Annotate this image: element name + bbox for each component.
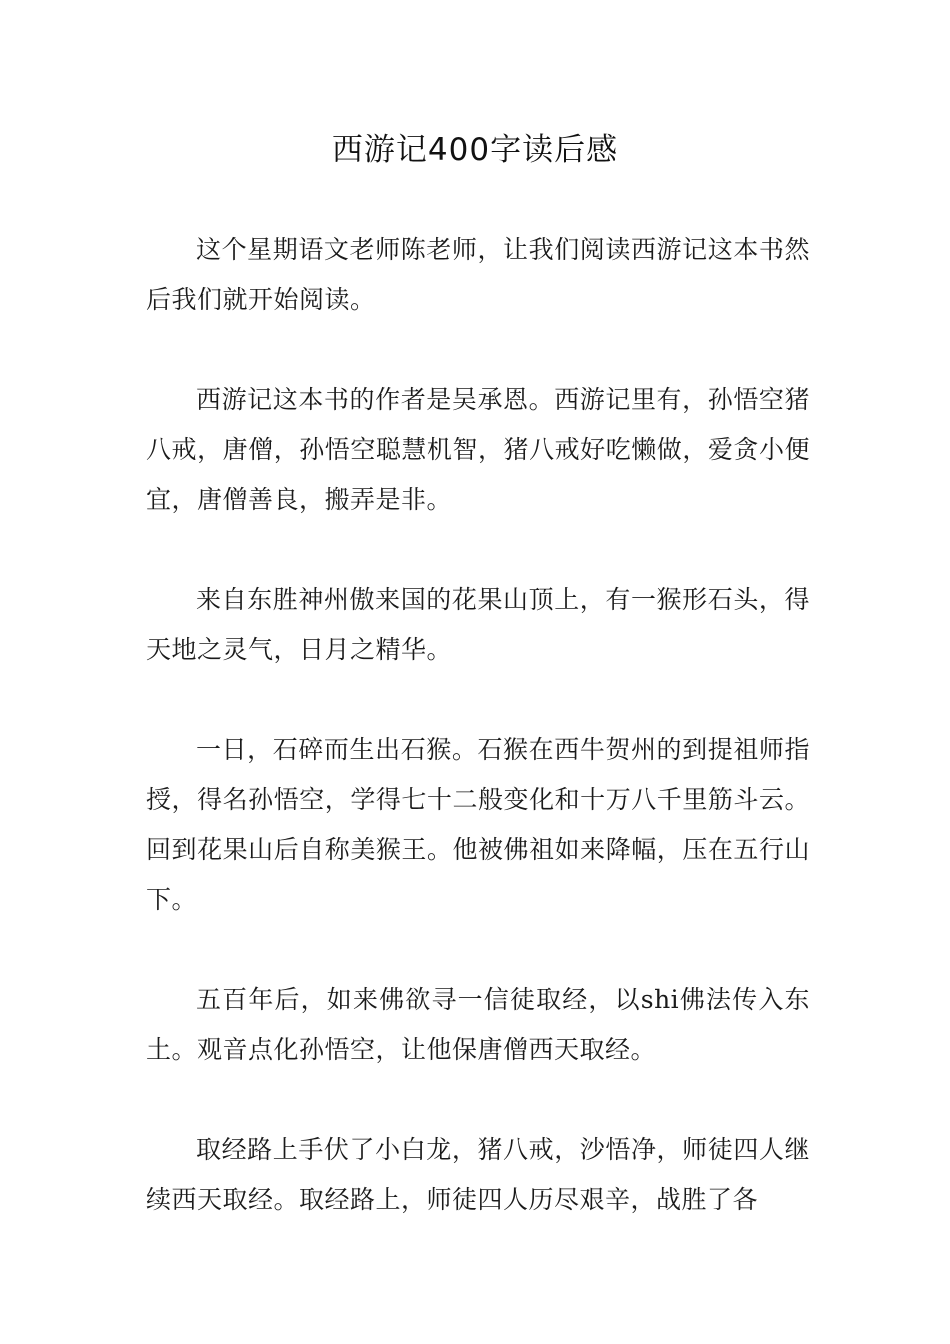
- document-title: 西游记400字读后感: [331, 132, 619, 168]
- paragraph: 西游记这本书的作者是吴承恩。西游记里有，孙悟空猪八戒，唐僧，孙悟空聪慧机智，猪八戒好吃懒做，爱贪小便宜，唐僧善良，搬弄是非。: [146, 385, 810, 514]
- paragraph: 这个星期语文老师陈老师，让我们阅读西游记这本书然后我们就开始阅读。: [146, 235, 810, 314]
- paragraph: 一日，石碎而生出石猴。石猴在西牛贺州的到提祖师指授，得名孙悟空，学得七十二般变化和十万八千里筋斗云。回到花果山后自称美猴王。他被佛祖如来降幅，压在五行山下。: [146, 735, 810, 914]
- document-body: [146, 225, 810, 1225]
- paragraph: 来自东胜神州傲来国的花果山顶上，有一猴形石头，得天地之灵气，日月之精华。: [146, 585, 810, 664]
- paragraph: 取经路上手伏了小白龙，猪八戒，沙悟净，师徒四人继续西天取经。取经路上，师徒四人历尽艰辛，战胜了各: [146, 1135, 810, 1214]
- paragraph: 五百年后，如来佛欲寻一信徒取经，以shi佛法传入东土。观音点化孙悟空，让他保唐僧西天取经。: [146, 985, 810, 1064]
